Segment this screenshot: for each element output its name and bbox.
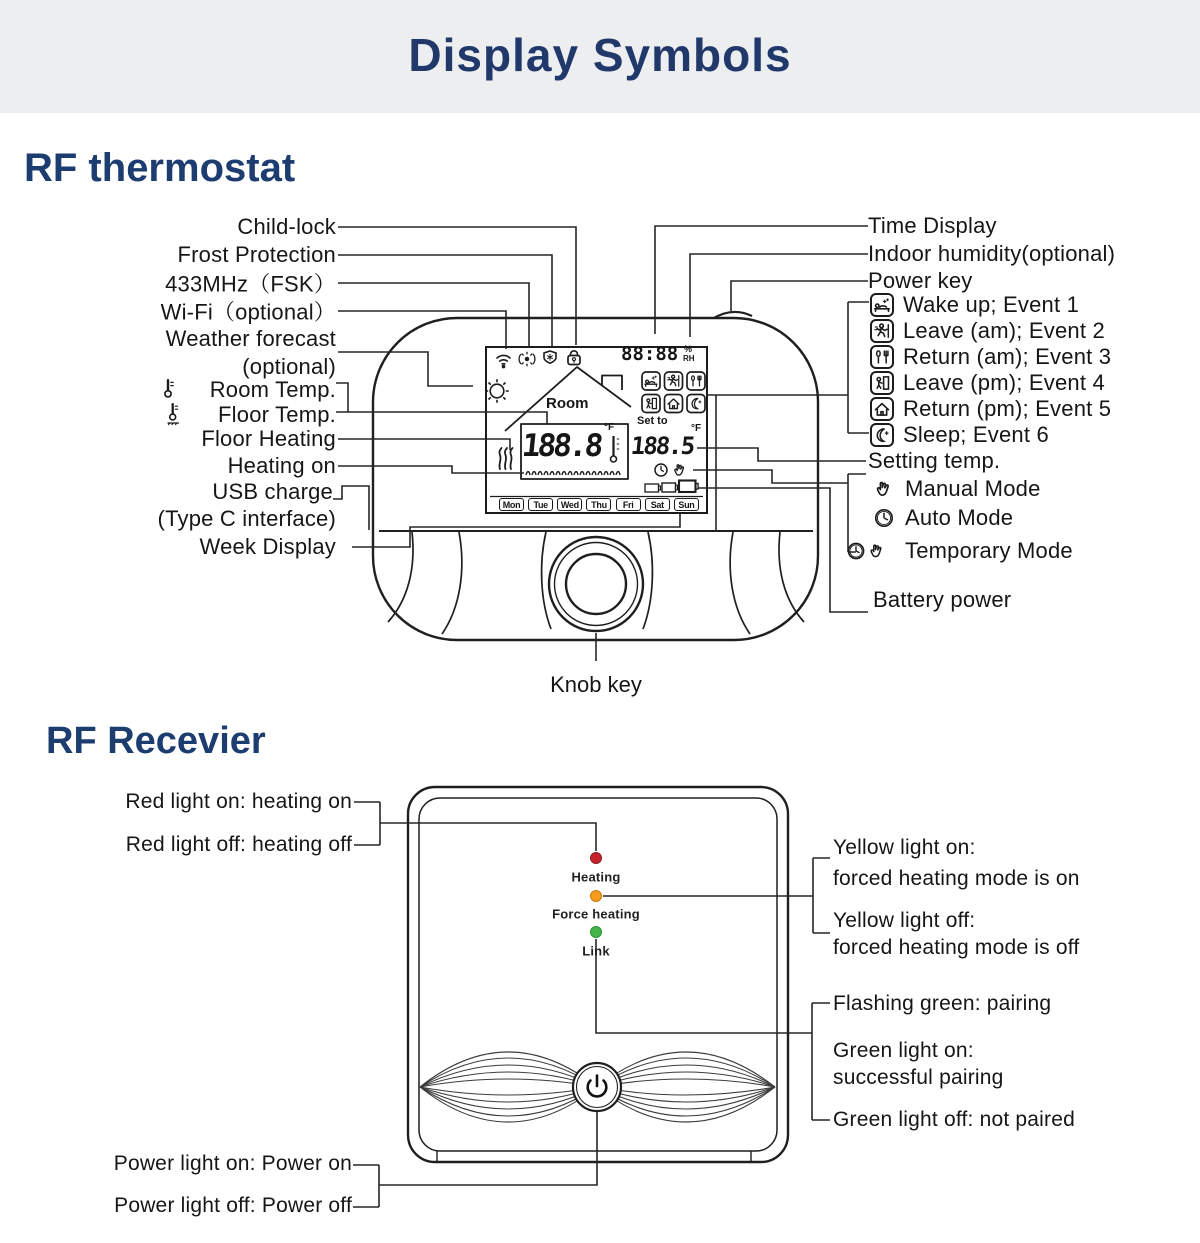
led-label-heating: Heating xyxy=(571,869,621,885)
manual-hand-icon xyxy=(675,465,684,475)
temporary-hand-icon xyxy=(871,545,881,556)
label-weather-forecast: Weather forecast xyxy=(165,326,336,351)
label-battery-power: Battery power xyxy=(873,587,1012,612)
room-thermometer-icon xyxy=(165,380,173,397)
link-led xyxy=(591,927,602,938)
page-title: Display Symbols xyxy=(408,29,792,81)
label-yellow-on-desc: forced heating mode is on xyxy=(833,867,1080,890)
lcd-room-label: Room xyxy=(546,395,589,412)
label-green-off: Green light off: not paired xyxy=(833,1108,1075,1131)
lcd-week-row xyxy=(499,498,699,511)
label-weather-optional: (optional) xyxy=(242,354,336,379)
label-frost-protection: Frost Protection xyxy=(177,242,336,267)
child-lock-icon xyxy=(568,351,580,365)
lcd-main-unit: °F xyxy=(604,422,615,433)
door-icon xyxy=(647,398,657,408)
label-yellow-on: Yellow light on: xyxy=(833,836,976,859)
door-icon xyxy=(877,377,888,389)
section-heading-receiver: RF Recevier xyxy=(46,720,266,762)
manual-hand-icon xyxy=(878,483,889,496)
temporary-clock-icon xyxy=(848,543,863,558)
auto-clock-icon xyxy=(876,510,892,526)
runner-icon xyxy=(668,375,679,386)
lcd-set-temp: 188.5 xyxy=(629,432,695,460)
receiver-device xyxy=(408,787,788,1162)
label-green-on-desc: successful pairing xyxy=(833,1066,1004,1089)
lcd-main-temp: 188.8 xyxy=(520,428,603,464)
day-tue: Tue xyxy=(528,498,553,511)
label-usb-charge: USB charge xyxy=(212,479,333,504)
label-yellow-off-desc: forced heating mode is off xyxy=(833,936,1080,959)
room-thermometer-icon xyxy=(611,436,620,462)
label-heating-on: Heating on xyxy=(227,453,336,478)
label-flashing-green: Flashing green: pairing xyxy=(833,992,1052,1015)
fsk-icon xyxy=(519,352,535,366)
label-type-c: (Type C interface) xyxy=(157,506,336,531)
label-power-key: Power key xyxy=(868,268,973,293)
floor-thermometer-icon xyxy=(168,404,180,425)
label-wifi: Wi-Fi（optional） xyxy=(160,299,336,325)
label-indoor-humidity: Indoor humidity(optional) xyxy=(868,241,1116,266)
lcd-humidity-percent: % xyxy=(684,344,693,354)
label-time-display: Time Display xyxy=(868,213,997,238)
runner-icon xyxy=(875,324,889,337)
day-wed: Wed xyxy=(557,498,582,511)
lcd-set-unit: °F xyxy=(691,423,702,434)
weather-sun-icon xyxy=(485,379,509,403)
led-label-force-heating: Force heating xyxy=(552,906,640,922)
label-event-6: Sleep; Event 6 xyxy=(903,422,1049,447)
label-auto-mode: Auto Mode xyxy=(905,505,1014,530)
wifi-icon xyxy=(497,355,511,367)
label-433mhz: 433MHz（FSK） xyxy=(165,271,336,297)
bed-icon xyxy=(875,299,889,311)
bed-icon xyxy=(645,376,657,386)
label-red-on: Red light on: heating on xyxy=(125,790,352,813)
label-knob-key: Knob key xyxy=(550,672,642,697)
section-heading-thermostat: RF thermostat xyxy=(24,146,296,190)
label-floor-heating: Floor Heating xyxy=(201,426,336,451)
dining-icon xyxy=(692,376,701,386)
label-week-display: Week Display xyxy=(199,534,336,559)
moon-icon xyxy=(877,429,888,441)
floor-heating-waves xyxy=(526,472,620,475)
day-sun: Sun xyxy=(674,498,699,511)
home-icon xyxy=(876,404,889,416)
lcd-time: 88:88 xyxy=(621,343,679,365)
lcd-humidity-rh: RH xyxy=(683,354,695,363)
label-event-3: Return (am); Event 3 xyxy=(903,344,1112,369)
auto-clock-icon xyxy=(655,464,667,476)
day-sat: Sat xyxy=(645,498,670,511)
label-temporary-mode: Temporary Mode xyxy=(905,538,1073,563)
day-fri: Fri xyxy=(616,498,641,511)
label-room-temp: Room Temp. xyxy=(209,377,336,402)
power-button xyxy=(573,1063,621,1111)
label-event-5: Return (pm); Event 5 xyxy=(903,396,1112,421)
force-heating-led xyxy=(591,891,602,902)
led-label-link: Link xyxy=(582,943,610,959)
thermostat-device xyxy=(373,312,818,640)
label-red-off: Red light off: heating off xyxy=(125,833,352,856)
label-floor-temp: Floor Temp. xyxy=(218,402,336,427)
lcd-set-to-label: Set to xyxy=(637,415,668,427)
dining-icon xyxy=(877,351,888,363)
heating-flame-icon xyxy=(499,448,512,469)
day-mon: Mon xyxy=(499,498,524,511)
receiver-leader-lines xyxy=(353,802,830,1207)
moon-icon xyxy=(692,398,701,408)
label-event-2: Leave (am); Event 2 xyxy=(903,318,1105,343)
label-power-off: Power light off: Power off xyxy=(114,1194,352,1217)
day-thu: Thu xyxy=(586,498,611,511)
label-power-on: Power light on: Power on xyxy=(113,1152,352,1175)
label-child-lock: Child-lock xyxy=(237,214,336,239)
knob-key xyxy=(549,537,643,631)
knob-area-curves xyxy=(388,532,804,634)
battery-icons xyxy=(645,481,698,493)
label-setting-temp: Setting temp. xyxy=(868,448,1001,473)
label-yellow-off: Yellow light off: xyxy=(833,909,976,932)
label-event-4: Leave (pm); Event 4 xyxy=(903,370,1105,395)
heating-led xyxy=(591,853,602,864)
receiver-leds xyxy=(591,853,602,938)
label-manual-mode: Manual Mode xyxy=(905,476,1041,501)
home-icon xyxy=(668,399,679,409)
label-green-on: Green light on: xyxy=(833,1039,974,1062)
frost-shield-icon xyxy=(544,351,556,363)
thermostat-leader-lines xyxy=(333,226,869,661)
label-event-1: Wake up; Event 1 xyxy=(903,292,1080,317)
